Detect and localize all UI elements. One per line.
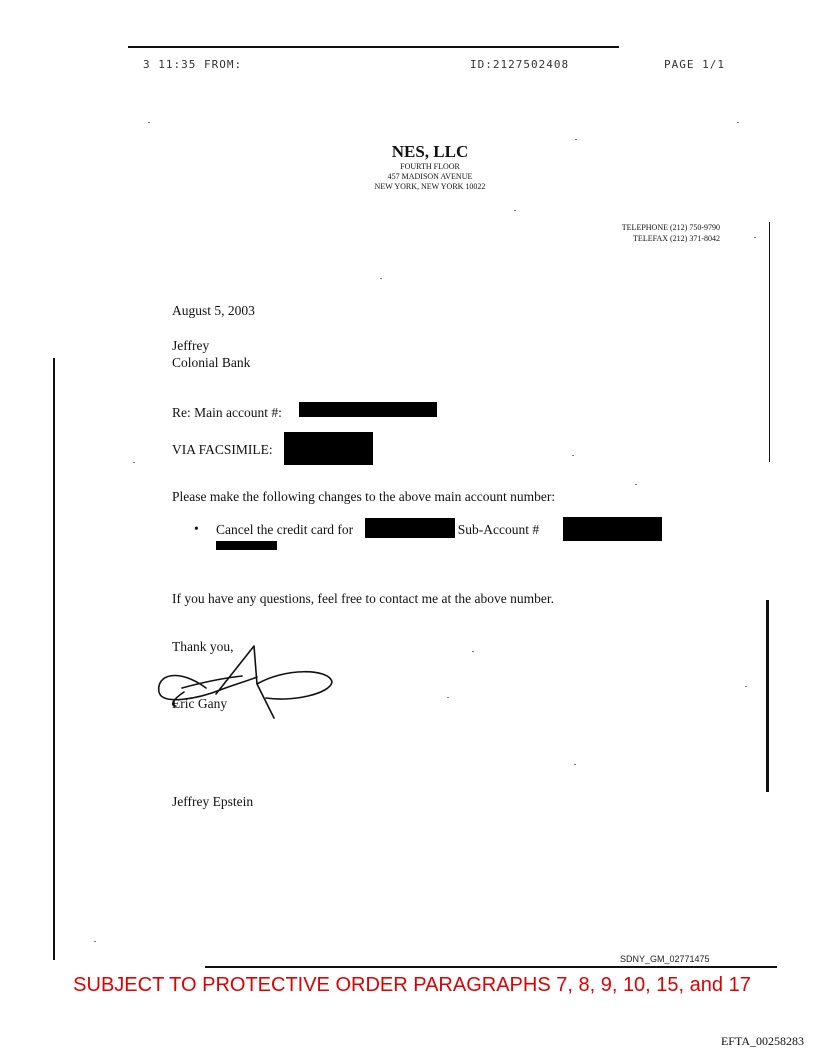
scan-speck — [472, 651, 474, 652]
scan-speck — [133, 462, 135, 463]
scan-speck — [380, 278, 382, 279]
recipient-name: Jeffrey — [172, 338, 210, 353]
recipient-org: Colonial Bank — [172, 355, 251, 370]
fax-header-rule — [128, 46, 619, 48]
bates-number: SDNY_GM_02771475 — [620, 954, 710, 964]
letterhead — [350, 142, 510, 192]
redaction-fax-number — [284, 432, 373, 465]
re-label: Re: Main account #: — [172, 405, 282, 420]
address-floor: FOURTH FLOOR — [400, 162, 460, 171]
scan-right-edge-rule-lower — [766, 600, 769, 792]
redaction-account-number — [299, 402, 437, 417]
scan-speck — [447, 697, 449, 698]
scan-speck — [514, 210, 516, 211]
closing-question: If you have any questions, feel free to contact me at the above number. — [172, 591, 554, 606]
scan-speck — [94, 941, 96, 942]
scan-speck — [635, 484, 637, 485]
scan-speck — [575, 139, 577, 140]
contact-block — [520, 222, 720, 244]
efta-number: EFTA_00258283 — [720, 1034, 804, 1048]
scan-right-edge-rule-upper — [769, 222, 770, 462]
scan-speck — [572, 455, 574, 456]
telefax: TELEFAX (212) 371-8042 — [633, 234, 720, 243]
redaction-card-holder — [365, 518, 455, 538]
telephone: TELEPHONE (212) 750-9790 — [621, 223, 720, 232]
address-street: 457 MADISON AVENUE — [387, 172, 473, 181]
scan-left-edge-rule — [53, 358, 55, 960]
company-name: NES, LLC — [391, 142, 469, 161]
bullet-text-a: Cancel the credit card for — [216, 522, 354, 537]
cc-name: Jeffrey Epstein — [172, 794, 254, 809]
fax-time-from: 3 11:35 FROM: — [143, 58, 243, 71]
via-facsimile-label: VIA FACSIMILE: — [172, 442, 273, 457]
fax-id: ID:2127502408 — [470, 58, 570, 71]
bullet-marker: • — [194, 521, 199, 536]
sign-off: Thank you, — [172, 639, 234, 654]
footer-rule — [205, 966, 777, 968]
bullet-text-b: , Sub-Account # — [451, 522, 540, 537]
signer-name: Eric Gany — [172, 696, 228, 711]
letter-date: August 5, 2003 — [172, 303, 255, 318]
signature-drawing — [154, 644, 339, 724]
scan-speck — [745, 686, 747, 687]
protective-order-notice: SUBJECT TO PROTECTIVE ORDER PARAGRAPHS 7, 8, 9, 10, 15, and 17 — [73, 974, 751, 996]
scan-speck — [574, 764, 576, 765]
fax-page: PAGE 1/1 — [664, 58, 725, 71]
address-city: NEW YORK, NEW YORK 10022 — [374, 182, 486, 191]
redaction-sub-account — [563, 517, 662, 541]
instruction-text: Please make the following changes to the above main account number: — [172, 489, 556, 504]
scan-speck — [148, 122, 150, 123]
scan-speck — [737, 122, 739, 123]
scan-speck — [754, 237, 756, 238]
redaction-sub-account-cont — [216, 541, 277, 550]
